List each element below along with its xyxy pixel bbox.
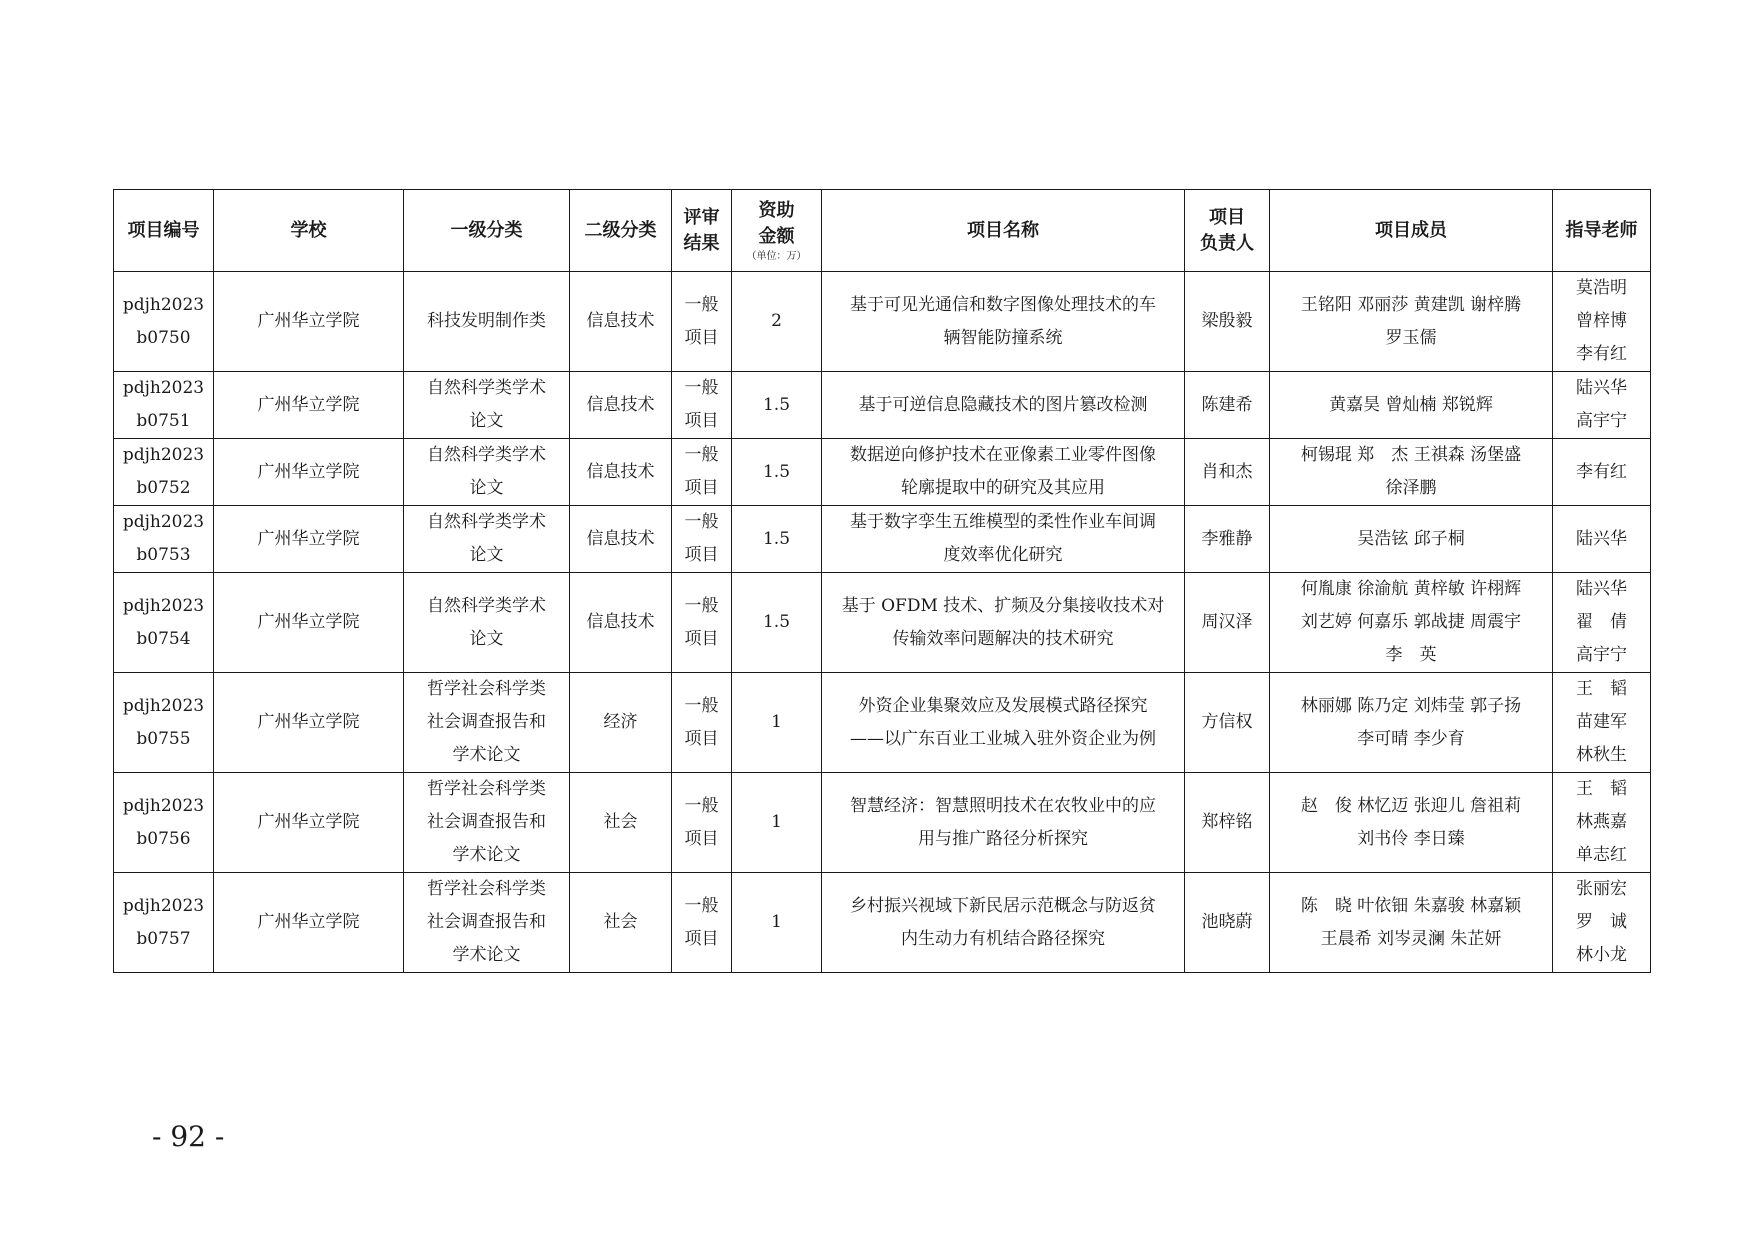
cell-leader: 方信权: [1185, 673, 1270, 773]
cell-review-line: 项目: [684, 411, 719, 431]
cell-review: [672, 272, 732, 372]
cell-advisor-line: 林燕嘉: [1576, 812, 1627, 832]
cell-members: [1270, 773, 1553, 873]
cell-cat1-line: 哲学社会科学类: [427, 679, 546, 699]
cell-project-id: [114, 773, 214, 873]
cell-review-line: 一般: [684, 378, 719, 398]
cell-fund: 1: [732, 773, 822, 873]
cell-school: 广州华立学院: [214, 873, 404, 973]
table-row: [114, 873, 1651, 973]
cell-project-id: [114, 372, 214, 439]
cell-cat1-line: 自然科学类学术: [427, 445, 546, 465]
cell-members: [1270, 573, 1553, 673]
cell-project-name-line: 辆智能防撞系统: [943, 327, 1063, 348]
cell-school: 广州华立学院: [214, 673, 404, 773]
cell-fund: 1.5: [732, 573, 822, 673]
cell-project-name: [822, 573, 1185, 673]
cell-project-name: [822, 272, 1185, 372]
cell-project-id: [114, 272, 214, 372]
cell-review-line: 一般: [684, 795, 719, 816]
cell-members-line: 何胤康 徐渝航 黄梓敏 许栩辉: [1300, 579, 1522, 599]
header-fund: [732, 190, 822, 272]
table-body: [114, 272, 1651, 973]
cell-project-id-line: b0754: [136, 628, 191, 649]
cell-project-name: [822, 673, 1185, 773]
cell-advisor-line: 罗 诚: [1576, 912, 1627, 932]
cell-members: [1270, 439, 1553, 506]
cell-members-line: 李 英: [1385, 645, 1437, 665]
cell-advisor: [1553, 506, 1651, 573]
cell-project-name-line: 基于数字孪生五维模型的柔性作业车间调: [850, 512, 1156, 532]
cell-cat1: [404, 673, 570, 773]
cell-project-name: [822, 439, 1185, 506]
cell-review-line: 一般: [684, 695, 719, 716]
cell-project-name: [822, 372, 1185, 439]
cell-review: [672, 506, 732, 573]
header-review-line2: 结果: [683, 232, 720, 254]
cell-members-line: 林丽娜 陈乃定 刘炜莹 郭子扬: [1300, 695, 1522, 716]
cell-project-id-line: b0750: [136, 327, 191, 348]
cell-project-name-line: 度效率优化研究: [943, 545, 1063, 565]
cell-cat2: 社会: [570, 773, 672, 873]
header-fund-line2: 金额: [758, 225, 795, 247]
cell-school: 广州华立学院: [214, 773, 404, 873]
header-advisor: 指导老师: [1553, 190, 1651, 272]
cell-cat1-line: 论文: [469, 628, 504, 649]
cell-advisor: [1553, 272, 1651, 372]
cell-cat1-line: 社会调查报告和: [427, 812, 546, 832]
cell-school: 广州华立学院: [214, 372, 404, 439]
cell-project-id: [114, 506, 214, 573]
header-leader-line2: 负责人: [1200, 232, 1254, 254]
table-row: [114, 773, 1651, 873]
cell-members-line: 赵 俊 林忆迈 张迎儿 詹祖莉: [1300, 795, 1522, 816]
cell-review-line: 项目: [684, 628, 719, 649]
cell-project-id-line: b0751: [136, 411, 191, 431]
cell-cat1: [404, 506, 570, 573]
cell-school: 广州华立学院: [214, 272, 404, 372]
cell-project-name-line: 轮廓提取中的研究及其应用: [901, 478, 1105, 498]
cell-members: [1270, 272, 1553, 372]
cell-project-id-line: b0755: [136, 728, 191, 749]
cell-advisor-line: 林小龙: [1576, 945, 1627, 965]
table-row: [114, 272, 1651, 372]
cell-project-name-line: ——以广东百业工业城入驻外资企业为例: [850, 728, 1156, 749]
cell-project-name-line: 乡村振兴视域下新民居示范概念与防返贫: [850, 895, 1156, 916]
cell-school: 广州华立学院: [214, 573, 404, 673]
header-row: [114, 190, 1651, 272]
cell-review-line: 项目: [684, 828, 719, 849]
cell-project-id-line: b0753: [136, 545, 191, 565]
cell-cat1-line: 科技发明制作类: [427, 311, 546, 331]
cell-advisor-line: 张丽宏: [1576, 879, 1627, 899]
cell-cat1: [404, 372, 570, 439]
cell-cat1-line: 社会调查报告和: [427, 712, 546, 732]
cell-advisor-line: 李有红: [1576, 344, 1627, 364]
cell-cat1-line: 学术论文: [452, 945, 521, 965]
cell-advisor-line: 翟 倩: [1576, 612, 1627, 632]
table-row: [114, 372, 1651, 439]
cell-advisor-line: 王 韬: [1576, 779, 1627, 799]
cell-members-line: 刘艺婷 何嘉乐 郭战捷 周震宇: [1300, 612, 1522, 632]
cell-members-line: 李可晴 李少育: [1357, 728, 1465, 749]
header-school: 学校: [214, 190, 404, 272]
cell-review-line: 项目: [684, 478, 719, 498]
cell-members-line: 吴浩铉 邱子桐: [1357, 528, 1465, 549]
cell-leader: 郑梓铭: [1185, 773, 1270, 873]
cell-project-id: [114, 873, 214, 973]
cell-review-line: 一般: [684, 595, 719, 616]
cell-project-name-line: 内生动力有机结合路径探究: [901, 928, 1105, 949]
cell-review: [672, 573, 732, 673]
cell-cat1-line: 论文: [469, 411, 504, 431]
cell-cat2: 信息技术: [570, 439, 672, 506]
cell-cat2: 信息技术: [570, 573, 672, 673]
table-row: [114, 573, 1651, 673]
cell-cat1: [404, 873, 570, 973]
cell-cat1-line: 自然科学类学术: [427, 378, 546, 398]
cell-members-line: 黄嘉昊 曾灿楠 郑锐辉: [1329, 394, 1493, 415]
cell-cat2: 信息技术: [570, 272, 672, 372]
header-leader: [1185, 190, 1270, 272]
cell-project-id: [114, 439, 214, 506]
project-table: [113, 189, 1651, 973]
cell-members-line: 柯锡琨 郑 杰 王祺森 汤堡盛: [1300, 445, 1522, 465]
header-leader-line1: 项目: [1209, 206, 1245, 228]
cell-review-line: 项目: [684, 327, 719, 348]
cell-advisor-line: 李有红: [1576, 461, 1627, 482]
cell-project-name-line: 基于可见光通信和数字图像处理技术的车: [850, 294, 1156, 315]
cell-project-name-line: 智慧经济：智慧照明技术在农牧业中的应: [850, 795, 1156, 816]
cell-members: [1270, 372, 1553, 439]
cell-advisor: [1553, 372, 1651, 439]
cell-project-id-line: pdjh2023: [122, 512, 205, 532]
cell-members-line: 罗玉儒: [1385, 327, 1437, 348]
page-number: - 92 -: [152, 1120, 225, 1153]
cell-project-id-line: pdjh2023: [122, 378, 205, 398]
cell-cat1: [404, 773, 570, 873]
cell-fund: 1: [732, 873, 822, 973]
cell-cat2: 社会: [570, 873, 672, 973]
cell-leader: 肖和杰: [1185, 439, 1270, 506]
cell-leader: 池晓蔚: [1185, 873, 1270, 973]
cell-members-line: 徐泽鹏: [1385, 478, 1437, 498]
cell-members: [1270, 673, 1553, 773]
cell-project-id: [114, 673, 214, 773]
header-review-line1: 评审: [683, 206, 720, 228]
cell-school: 广州华立学院: [214, 439, 404, 506]
cell-advisor-line: 曾梓博: [1576, 311, 1627, 331]
cell-project-id-line: b0752: [136, 478, 191, 498]
cell-members: [1270, 873, 1553, 973]
cell-project-id: [114, 573, 214, 673]
header-fund-line1: 资助: [758, 199, 795, 221]
cell-project-name: [822, 873, 1185, 973]
cell-fund: 2: [732, 272, 822, 372]
cell-project-id-line: pdjh2023: [122, 895, 205, 916]
cell-review-line: 项目: [684, 545, 719, 565]
cell-project-name: [822, 506, 1185, 573]
cell-cat1-line: 社会调查报告和: [427, 912, 546, 932]
cell-review: [672, 439, 732, 506]
table-row: [114, 506, 1651, 573]
cell-fund: 1: [732, 673, 822, 773]
cell-members-line: 陈 晓 叶依钿 朱嘉骏 林嘉颖: [1300, 895, 1522, 916]
cell-advisor-line: 单志红: [1576, 845, 1627, 865]
table-row: [114, 439, 1651, 506]
cell-advisor: [1553, 439, 1651, 506]
cell-project-name-line: 传输效率问题解决的技术研究: [892, 628, 1114, 649]
cell-fund: 1.5: [732, 372, 822, 439]
cell-leader: 李雅静: [1185, 506, 1270, 573]
cell-cat1-line: 哲学社会科学类: [427, 879, 546, 899]
header-name: 项目名称: [822, 190, 1185, 272]
cell-project-name-line: 数据逆向修护技术在亚像素工业零件图像: [850, 445, 1156, 465]
cell-advisor-line: 陆兴华: [1576, 528, 1627, 549]
cell-review: [672, 773, 732, 873]
cell-leader: 陈建希: [1185, 372, 1270, 439]
cell-review: [672, 673, 732, 773]
cell-project-name-line: 基于可逆信息隐藏技术的图片篡改检测: [858, 394, 1148, 415]
cell-members: [1270, 506, 1553, 573]
cell-cat2: 信息技术: [570, 372, 672, 439]
header-cat2: 二级分类: [570, 190, 672, 272]
cell-review-line: 一般: [684, 445, 719, 465]
table-row: [114, 673, 1651, 773]
cell-cat1-line: 学术论文: [452, 745, 521, 765]
header-members: 项目成员: [1270, 190, 1553, 272]
cell-cat1-line: 自然科学类学术: [427, 512, 546, 532]
header-review: [672, 190, 732, 272]
cell-review-line: 项目: [684, 728, 719, 749]
cell-review-line: 一般: [684, 895, 719, 916]
header-id: 项目编号: [114, 190, 214, 272]
cell-cat1: [404, 573, 570, 673]
cell-cat1: [404, 272, 570, 372]
cell-review-line: 一般: [684, 512, 719, 532]
cell-leader: 梁殷毅: [1185, 272, 1270, 372]
cell-cat2: 信息技术: [570, 506, 672, 573]
cell-members-line: 王铭阳 邓丽莎 黄建凯 谢梓腾: [1300, 294, 1522, 315]
cell-cat2: 经济: [570, 673, 672, 773]
cell-advisor-line: 林秋生: [1576, 745, 1627, 765]
cell-project-id-line: pdjh2023: [122, 795, 205, 816]
cell-fund: 1.5: [732, 439, 822, 506]
cell-advisor: [1553, 573, 1651, 673]
header-fund-unit: （单位：万）: [746, 250, 807, 262]
cell-cat1-line: 学术论文: [452, 845, 521, 865]
cell-fund: 1.5: [732, 506, 822, 573]
cell-review-line: 项目: [684, 928, 719, 949]
cell-advisor-line: 高宇宁: [1576, 645, 1627, 665]
cell-project-name: [822, 773, 1185, 873]
header-cat1: 一级分类: [404, 190, 570, 272]
cell-project-id-line: b0756: [136, 828, 191, 849]
cell-advisor: [1553, 673, 1651, 773]
cell-members-line: 刘书伶 李日臻: [1357, 828, 1465, 849]
cell-review: [672, 372, 732, 439]
cell-project-name-line: 外资企业集聚效应及发展模式路径探究: [858, 695, 1148, 716]
cell-project-name-line: 用与推广路径分析探究: [918, 828, 1088, 849]
cell-leader: 周汉泽: [1185, 573, 1270, 673]
cell-project-id-line: pdjh2023: [122, 695, 205, 716]
cell-advisor-line: 苗建军: [1576, 712, 1627, 732]
cell-cat1-line: 自然科学类学术: [427, 595, 546, 616]
cell-cat1: [404, 439, 570, 506]
cell-cat1-line: 论文: [469, 545, 504, 565]
cell-cat1-line: 论文: [469, 478, 504, 498]
cell-review: [672, 873, 732, 973]
cell-advisor-line: 陆兴华: [1576, 579, 1627, 599]
cell-advisor-line: 高宇宁: [1576, 411, 1627, 431]
cell-project-id-line: pdjh2023: [122, 595, 205, 616]
cell-school: 广州华立学院: [214, 506, 404, 573]
cell-advisor-line: 王 韬: [1576, 679, 1627, 699]
cell-project-id-line: b0757: [136, 928, 191, 949]
cell-advisor: [1553, 873, 1651, 973]
cell-project-id-line: pdjh2023: [122, 294, 205, 315]
cell-advisor-line: 陆兴华: [1576, 378, 1627, 398]
cell-project-name-line: 基于 OFDM 技术、扩频及分集接收技术对: [841, 595, 1165, 616]
cell-members-line: 王晨希 刘岑灵澜 朱芷妍: [1320, 928, 1502, 949]
cell-project-id-line: pdjh2023: [122, 445, 205, 465]
cell-cat1-line: 哲学社会科学类: [427, 779, 546, 799]
cell-advisor-line: 莫浩明: [1576, 278, 1627, 298]
cell-review-line: 一般: [684, 294, 719, 315]
cell-advisor: [1553, 773, 1651, 873]
